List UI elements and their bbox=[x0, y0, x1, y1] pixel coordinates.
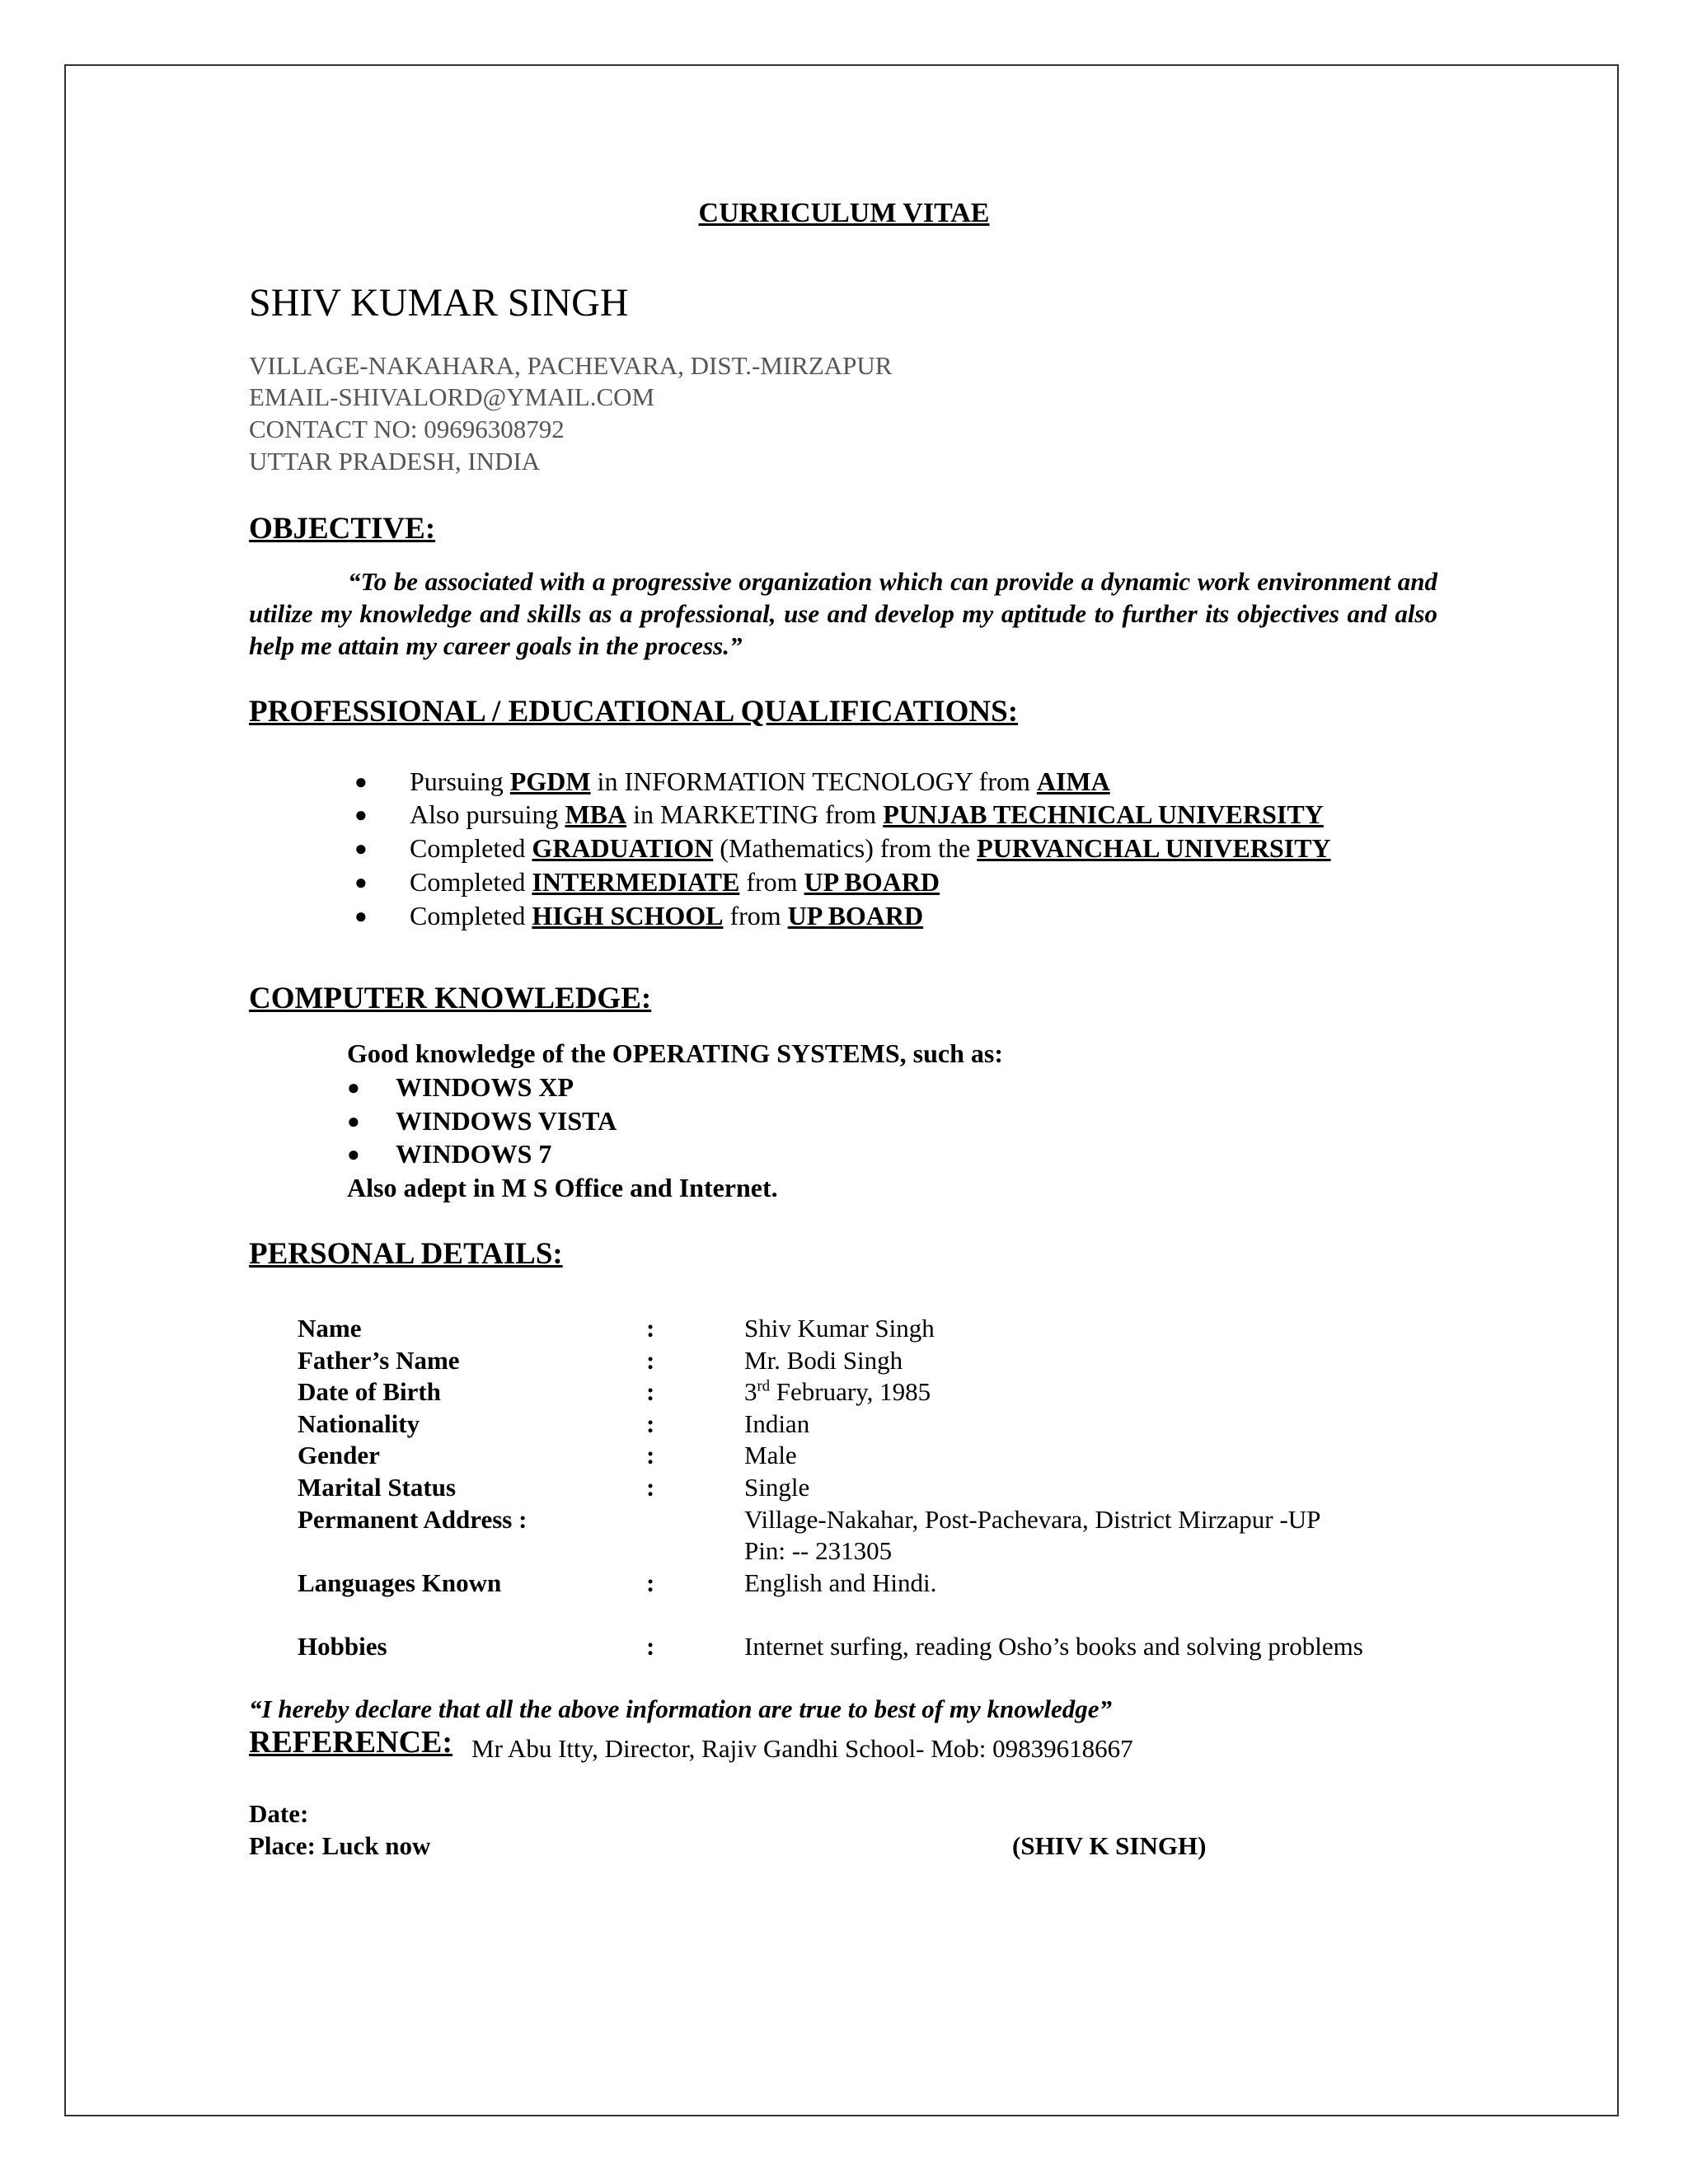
languages-value: English and Hindi. bbox=[744, 1568, 937, 1597]
colon: : bbox=[646, 1409, 655, 1438]
objective-text: “To be associated with a progressive organization which can provide a dynamic work environment and utilize my knowledge and skills as a professional, use and develop my aptitude to further its objectives and also help me attain my career goals in the process.” bbox=[249, 567, 1437, 660]
colon: : bbox=[646, 1441, 655, 1469]
computer-heading: COMPUTER KNOWLEDGE: bbox=[249, 982, 652, 1015]
date-label: Date: bbox=[249, 1799, 309, 1828]
contact-email: EMAIL-SHIVALORD@YMAIL.COM bbox=[249, 382, 655, 411]
dob-value: 3rd February, 1985 bbox=[744, 1377, 931, 1406]
bullet-icon: ● bbox=[354, 904, 368, 928]
place-line: Place: Luck now bbox=[249, 1831, 431, 1860]
degree: MBA bbox=[565, 799, 627, 829]
gender-label: Gender bbox=[298, 1441, 380, 1469]
computer-outro: Also adept in M S Office and Internet. bbox=[347, 1173, 778, 1202]
reference-heading: REFERENCE: bbox=[249, 1725, 453, 1760]
reference-text: Mr Abu Itty, Director, Rajiv Gandhi School- Mob: 09839618667 bbox=[471, 1734, 1133, 1763]
bullet-icon: ● bbox=[354, 803, 368, 827]
gender-value: Male bbox=[744, 1441, 797, 1469]
father-label: Father’s Name bbox=[298, 1346, 460, 1375]
objective-heading: OBJECTIVE: bbox=[249, 512, 436, 546]
marital-label: Marital Status bbox=[298, 1473, 457, 1502]
bullet-icon: ● bbox=[354, 770, 368, 794]
contact-address: VILLAGE-NAKAHARA, PACHEVARA, DIST.-MIRZAPUR bbox=[249, 351, 893, 380]
hobbies-value: Internet surfing, reading Osho’s books and solving problems bbox=[744, 1632, 1363, 1661]
document-title: CURRICULUM VITAE bbox=[698, 198, 990, 228]
bullet-icon: ● bbox=[354, 837, 368, 860]
name-value: Shiv Kumar Singh bbox=[744, 1314, 935, 1343]
nationality-label: Nationality bbox=[298, 1409, 420, 1438]
address-line1: Village-Nakahar, Post-Pachevara, District Mirzapur -UP bbox=[744, 1505, 1321, 1534]
address-label: Permanent Address : bbox=[298, 1505, 528, 1534]
institution: UP BOARD bbox=[804, 867, 940, 897]
applicant-name: SHIV KUMAR SINGH bbox=[249, 281, 629, 325]
qualifications-heading: PROFESSIONAL / EDUCATIONAL QUALIFICATIONS: bbox=[249, 695, 1019, 729]
computer-intro: Good knowledge of the OPERATING SYSTEMS, such as: bbox=[347, 1038, 1003, 1068]
bullet-icon: ● bbox=[347, 1109, 360, 1133]
bullet-icon: ● bbox=[354, 870, 368, 894]
contact-phone: CONTACT NO: 09696308792 bbox=[249, 415, 565, 443]
signature: (SHIV K SINGH) bbox=[1012, 1831, 1207, 1860]
marital-value: Single bbox=[744, 1473, 810, 1502]
nationality-value: Indian bbox=[744, 1409, 810, 1438]
colon: : bbox=[646, 1346, 655, 1375]
bullet-icon: ● bbox=[347, 1076, 360, 1099]
name-label: Name bbox=[298, 1314, 362, 1343]
hobbies-label: Hobbies bbox=[298, 1632, 387, 1661]
institution: PURVANCHAL UNIVERSITY bbox=[977, 833, 1331, 863]
colon: : bbox=[646, 1377, 655, 1406]
institution: PUNJAB TECHNICAL UNIVERSITY bbox=[883, 799, 1324, 829]
degree: INTERMEDIATE bbox=[532, 867, 740, 897]
dob-label: Date of Birth bbox=[298, 1377, 441, 1406]
bullet-icon: ● bbox=[347, 1142, 360, 1166]
institution: AIMA bbox=[1036, 766, 1110, 796]
colon: : bbox=[646, 1314, 655, 1343]
contact-region: UTTAR PRADESH, INDIA bbox=[249, 447, 541, 476]
degree: PGDM bbox=[509, 766, 591, 796]
colon: : bbox=[646, 1473, 655, 1502]
colon: : bbox=[646, 1568, 655, 1597]
personal-heading: PERSONAL DETAILS: bbox=[249, 1237, 563, 1271]
father-value: Mr. Bodi Singh bbox=[744, 1346, 903, 1375]
languages-label: Languages Known bbox=[298, 1568, 502, 1597]
institution: UP BOARD bbox=[787, 901, 924, 930]
degree: GRADUATION bbox=[532, 833, 714, 863]
colon: : bbox=[646, 1632, 655, 1661]
address-line2: Pin: -- 231305 bbox=[744, 1536, 893, 1565]
degree: HIGH SCHOOL bbox=[532, 901, 724, 930]
declaration: “I hereby declare that all the above information are true to best of my knowledge” bbox=[249, 1694, 1113, 1723]
